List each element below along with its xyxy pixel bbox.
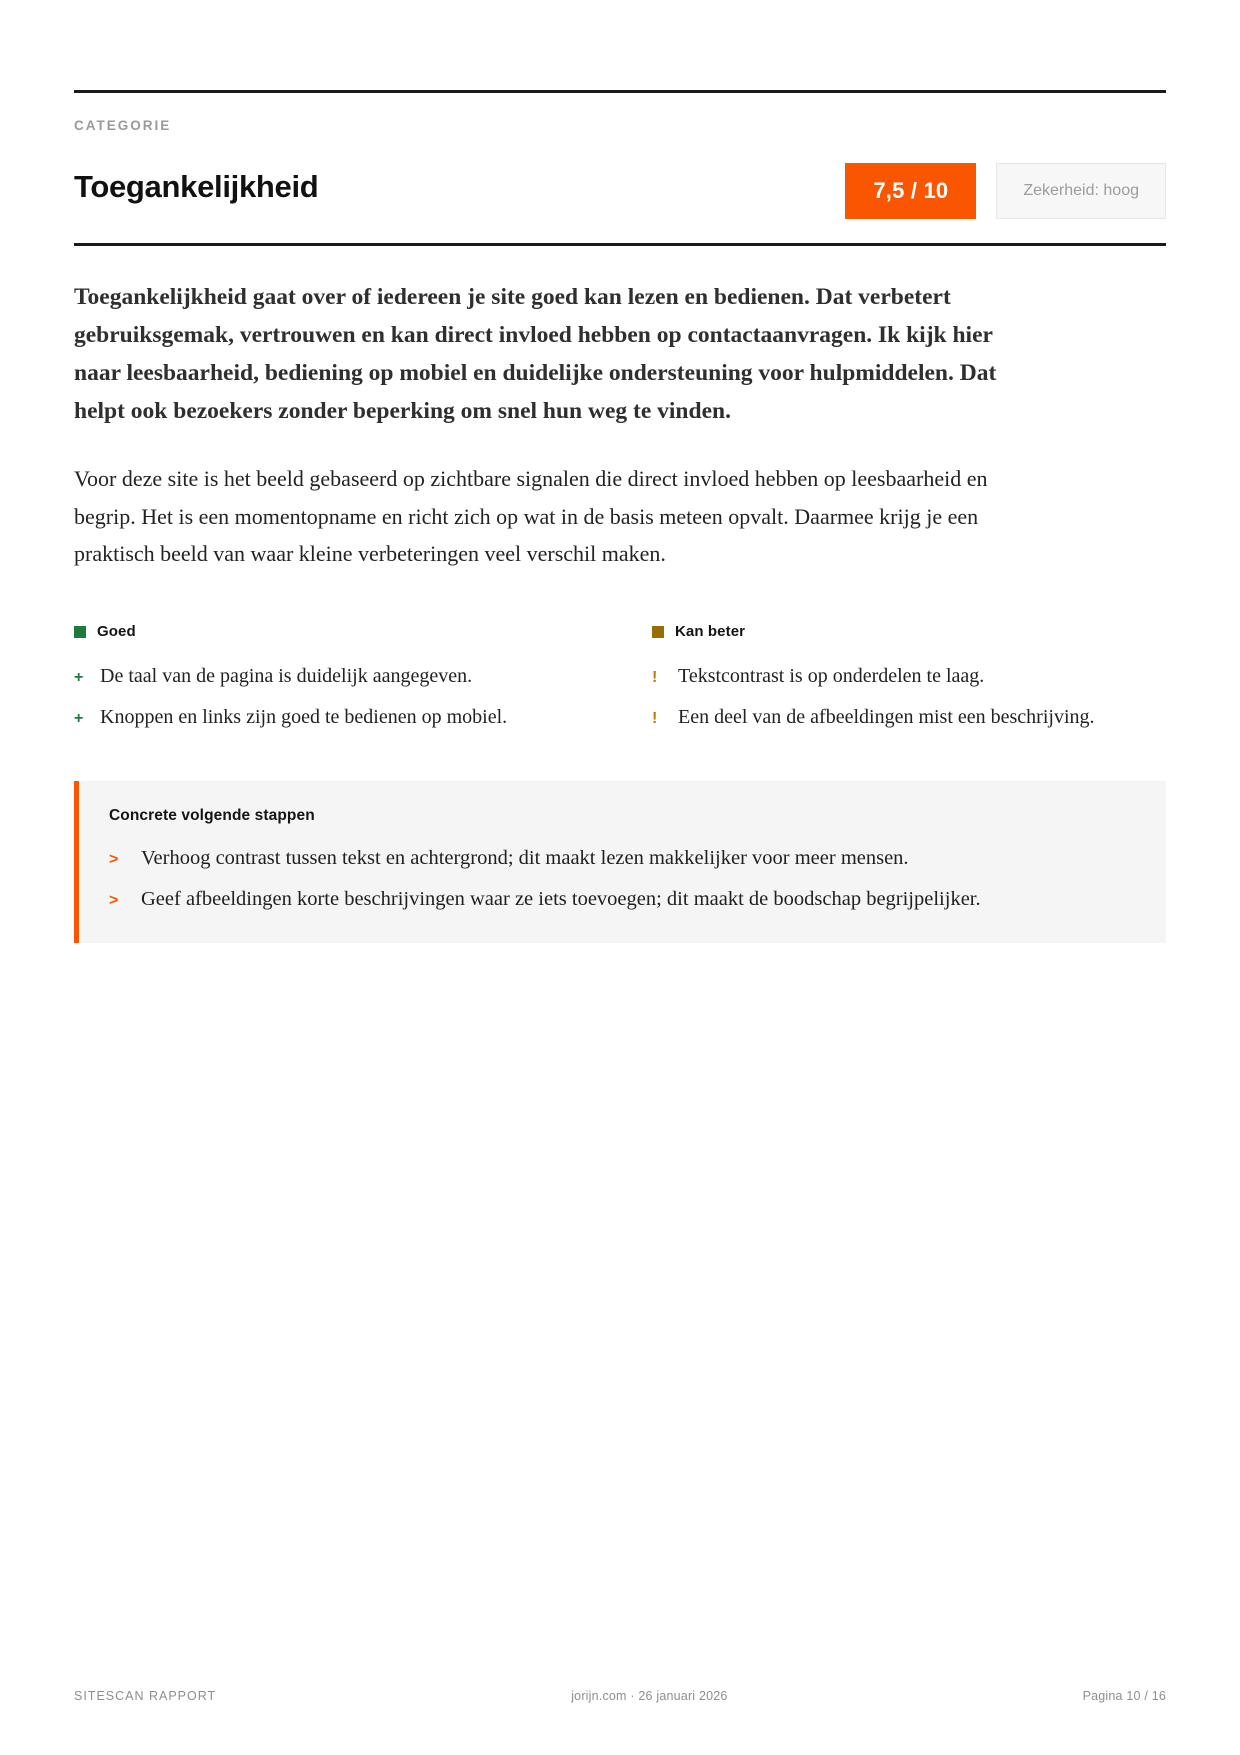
improve-column-header bbox=[652, 623, 1166, 640]
list-item-text: Knoppen en links zijn goed te bedienen op mobiel. bbox=[100, 706, 508, 729]
category-header bbox=[74, 93, 1166, 243]
list-item bbox=[652, 702, 1166, 732]
list-item-text: Een deel van de afbeeldingen mist een beschrijving. bbox=[678, 706, 1095, 729]
exclamation-icon: ! bbox=[652, 669, 658, 687]
improve-list bbox=[652, 661, 1166, 732]
next-steps-callout bbox=[74, 781, 1166, 943]
chevron-right-icon: > bbox=[109, 851, 119, 869]
green-square-icon bbox=[74, 626, 86, 638]
next-steps-list bbox=[109, 843, 1136, 915]
header-left-group bbox=[74, 119, 318, 225]
callout-title: Concrete volgende stappen bbox=[109, 807, 315, 825]
good-column bbox=[74, 623, 620, 743]
list-item-text: Geef afbeeldingen korte beschrijvingen waar ze iets toevoegen; dit maakt de boodschap begrijpelijker. bbox=[141, 888, 981, 911]
list-item-text: Verhoog contrast tussen tekst en achtergrond; dit maakt lezen makkelijker voor meer mensen. bbox=[141, 847, 909, 870]
page-footer bbox=[74, 1689, 1166, 1703]
improve-column-label: Kan beter bbox=[675, 623, 746, 641]
plus-icon: + bbox=[74, 710, 84, 728]
confidence-badge: Zekerheid: hoog bbox=[996, 163, 1166, 219]
findings-columns bbox=[74, 623, 1166, 743]
footer-page-number: Pagina 10 / 16 bbox=[1082, 1689, 1166, 1703]
header-bottom-rule bbox=[74, 243, 1166, 246]
plus-icon: + bbox=[74, 669, 84, 687]
list-item-text: De taal van de pagina is duidelijk aangegeven. bbox=[100, 665, 473, 688]
list-item bbox=[74, 661, 620, 691]
good-column-label: Goed bbox=[97, 623, 136, 641]
improve-column bbox=[620, 623, 1166, 743]
list-item bbox=[74, 702, 620, 732]
good-column-header bbox=[74, 623, 620, 640]
category-eyebrow-label: CATEGORIE bbox=[74, 118, 172, 133]
list-item bbox=[109, 884, 1136, 915]
footer-source-date: jorijn.com · 26 januari 2026 bbox=[571, 1689, 728, 1703]
good-list bbox=[74, 661, 620, 732]
score-badge: 7,5 / 10 bbox=[845, 163, 976, 219]
page-title: Toegankelijkheid bbox=[74, 169, 319, 205]
lead-paragraph: Toegankelijkheid gaat over of iedereen je site goed kan lezen en bedienen. Dat verbetert gebruiksgemak, vertrouwen en kan direct invloed hebben op contactaanvragen. Ik kijk hier naar leesbaarheid, bediening op mobiel en duidelijke ondersteuning voor hulpmiddelen. Dat helpt ook bezoekers zonder beperking om snel hun weg te vinden. bbox=[74, 283, 997, 424]
exclamation-icon: ! bbox=[652, 710, 658, 728]
amber-square-icon bbox=[652, 626, 664, 638]
footer-report-label: SITESCAN RAPPORT bbox=[74, 1689, 217, 1703]
chevron-right-icon: > bbox=[109, 892, 119, 910]
header-badges-group bbox=[845, 163, 1166, 219]
list-item bbox=[109, 843, 1136, 874]
list-item bbox=[652, 661, 1166, 691]
body-paragraph: Voor deze site is het beeld gebaseerd op zichtbare signalen die direct invloed hebben op leesbaarheid en begrip. Het is een momentopname en richt zich op wat in de basis meteen opvalt. Daarmee krijg je een praktisch beeld van waar kleine verbeteringen veel verschil maken. bbox=[74, 465, 988, 567]
list-item-text: Tekstcontrast is op onderdelen te laag. bbox=[678, 665, 985, 688]
